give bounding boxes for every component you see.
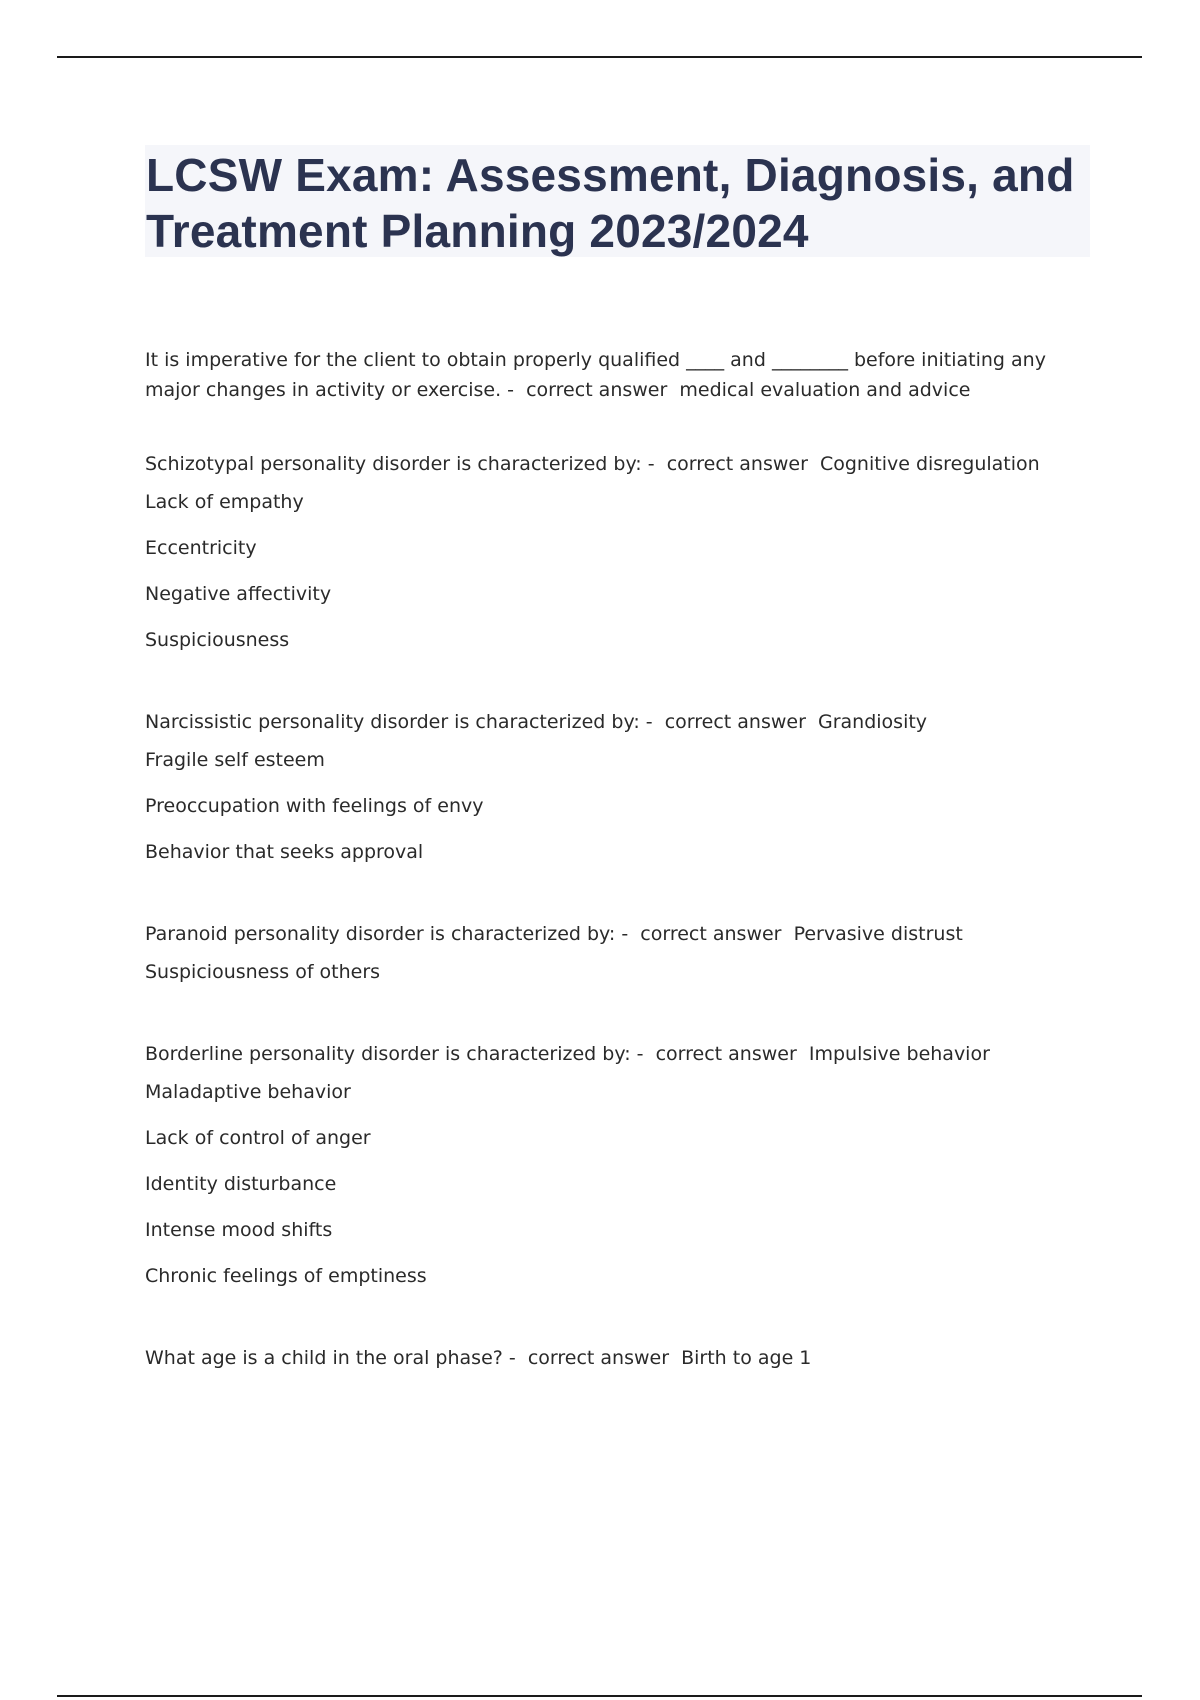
question-text: Narcissistic personality disorder is characterized by: bbox=[145, 711, 640, 733]
answer-separator: - correct answer bbox=[641, 453, 820, 475]
answer-line: Identity disturbance bbox=[145, 1173, 337, 1195]
answer-text: Cognitive disregulation bbox=[819, 453, 1040, 475]
question-text: What age is a child in the oral phase? bbox=[145, 1347, 503, 1369]
answer-line: Lack of control of anger bbox=[145, 1127, 371, 1149]
answer-line: Intense mood shifts bbox=[145, 1219, 333, 1241]
qa-item bbox=[145, 919, 1090, 995]
question-text: Borderline personality disorder is characterized by: bbox=[145, 1043, 631, 1065]
answer-separator: - correct answer bbox=[615, 923, 794, 945]
qa-question-line bbox=[145, 707, 1090, 737]
top-rule bbox=[57, 56, 1142, 58]
answer-line: Negative affectivity bbox=[145, 583, 332, 605]
answer-text: Pervasive distrust bbox=[793, 923, 963, 945]
answer-line: Lack of empathy bbox=[145, 491, 304, 513]
answer-line: Fragile self esteem bbox=[145, 749, 325, 771]
answer-line: Preoccupation with feelings of envy bbox=[145, 795, 484, 817]
answer-line: Eccentricity bbox=[145, 537, 257, 559]
document-title: LCSW Exam: Assessment, Diagnosis, and Treatment Planning 2023/2024 bbox=[146, 149, 1075, 257]
answer-text: Grandiosity bbox=[817, 711, 928, 733]
qa-item bbox=[145, 345, 1090, 405]
qa-item bbox=[145, 1039, 1090, 1299]
answer-line: Maladaptive behavior bbox=[145, 1081, 351, 1103]
qa-item bbox=[145, 1343, 1090, 1373]
qa-question-line bbox=[145, 1343, 1090, 1373]
question-text: Schizotypal personality disorder is characterized by: bbox=[145, 453, 642, 475]
qa-list bbox=[145, 345, 1090, 1417]
qa-item bbox=[145, 449, 1090, 663]
qa-question-line bbox=[145, 1039, 1090, 1069]
answer-text: Impulsive behavior bbox=[808, 1043, 990, 1065]
qa-question-line bbox=[145, 449, 1090, 479]
answer-separator: - correct answer bbox=[501, 379, 680, 401]
qa-question-line bbox=[145, 919, 1090, 949]
answer-line: Behavior that seeks approval bbox=[145, 841, 424, 863]
qa-question-line bbox=[145, 345, 1090, 405]
answer-line: Suspiciousness bbox=[145, 629, 290, 651]
answer-separator: - correct answer bbox=[502, 1347, 682, 1369]
answer-text: Birth to age 1 bbox=[681, 1347, 812, 1369]
qa-item bbox=[145, 707, 1090, 875]
answer-separator: - correct answer bbox=[630, 1043, 809, 1065]
answer-line: Suspiciousness of others bbox=[145, 961, 381, 983]
answer-text: medical evaluation and advice bbox=[679, 379, 971, 401]
answer-separator: - correct answer bbox=[639, 711, 818, 733]
bottom-rule bbox=[57, 1695, 1142, 1697]
question-text: It is imperative for the client to obtain properly qualified ____ and ________ before initiating any major changes in activity or exercise. bbox=[145, 349, 1046, 401]
question-text: Paranoid personality disorder is characterized by: bbox=[145, 923, 616, 945]
answer-line: Chronic feelings of emptiness bbox=[145, 1265, 427, 1287]
